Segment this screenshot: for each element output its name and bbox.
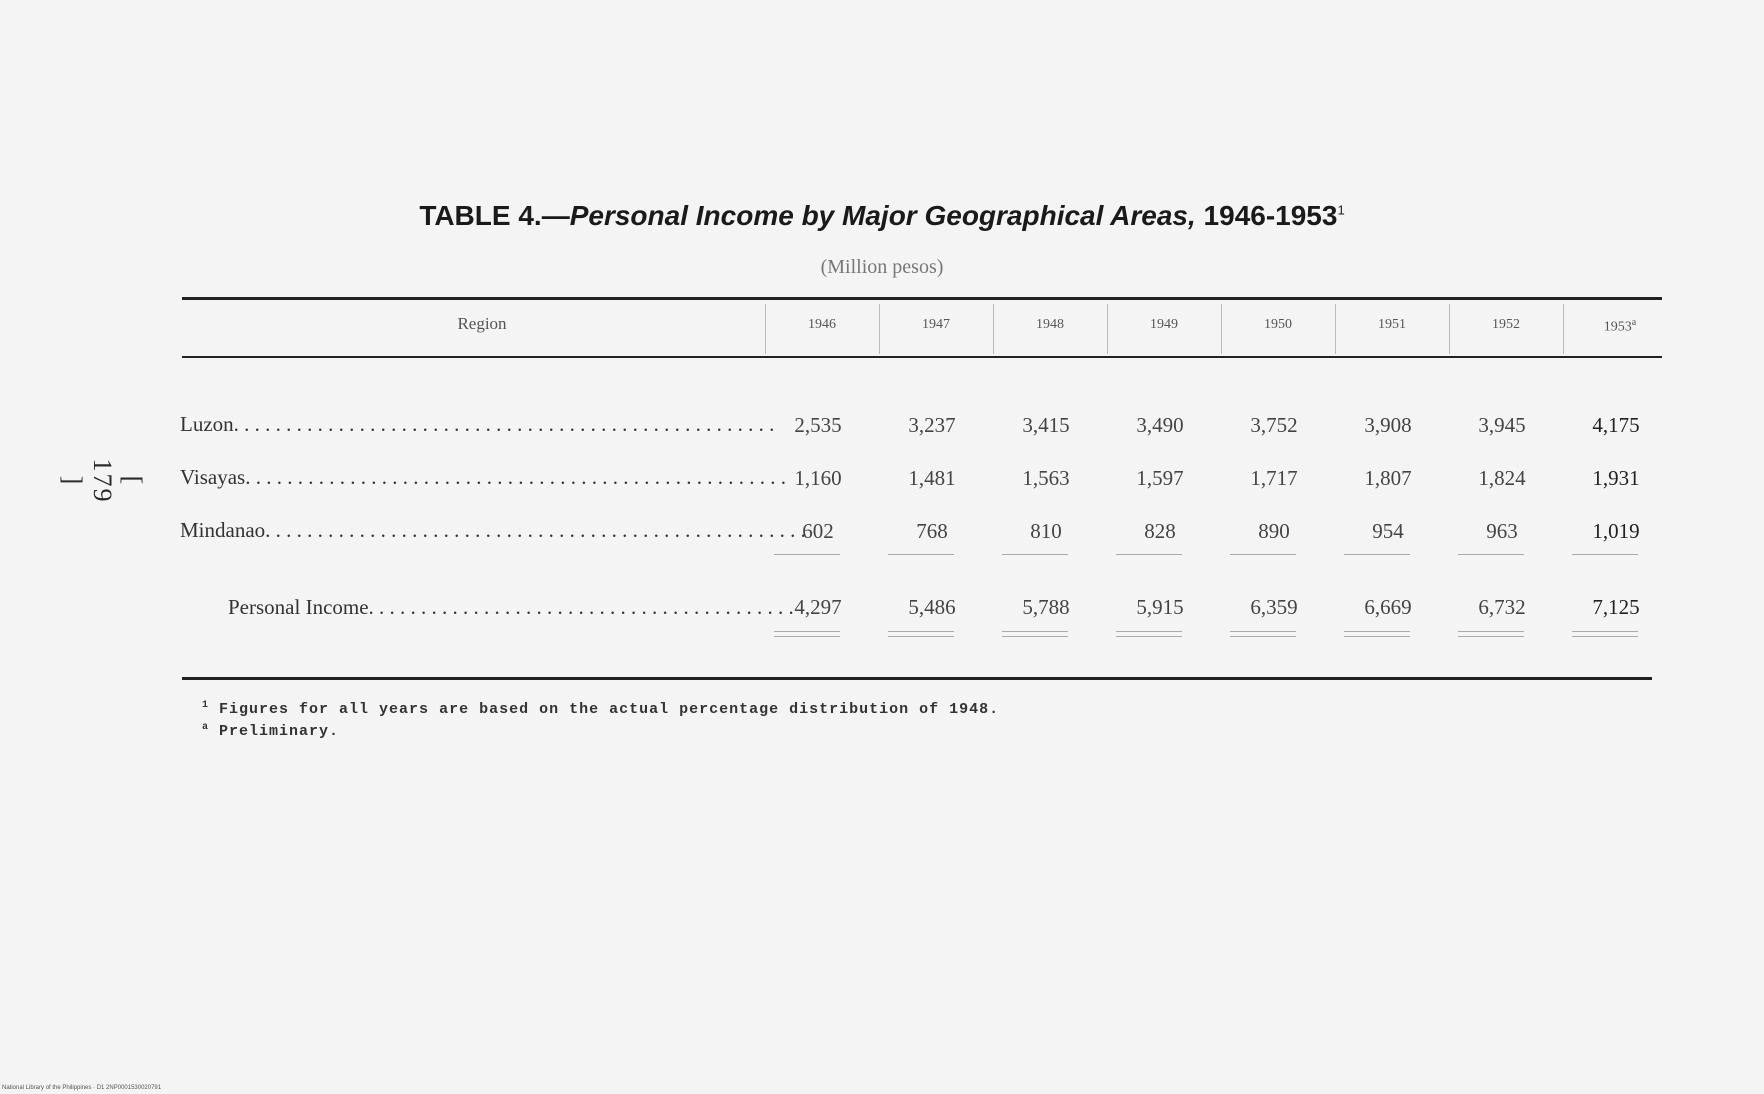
year-header-1953 xyxy=(1563,317,1677,336)
sum-underline xyxy=(888,554,954,555)
table-cell-total: 6,359 xyxy=(1250,595,1298,619)
table-subtitle: (Million pesos) xyxy=(820,256,944,278)
table-cell: 1,824 xyxy=(1478,466,1526,490)
table-cell: 810 xyxy=(1030,519,1062,543)
total-double-underline xyxy=(1002,631,1068,632)
table-cell: 828 xyxy=(1144,519,1176,543)
table-cell-total: 4,297 xyxy=(794,595,842,619)
total-double-underline xyxy=(1230,631,1296,632)
footnote-a xyxy=(202,722,339,740)
year-1953-text: 1953 xyxy=(1603,319,1632,335)
table-cell: 1,717 xyxy=(1250,466,1298,490)
table-bottom-rule xyxy=(182,677,1652,680)
table-cell: 954 xyxy=(1372,519,1404,543)
table-cell: 3,945 xyxy=(1478,413,1526,437)
row-name: Visayas xyxy=(180,465,246,489)
table-header-rule xyxy=(182,356,1662,358)
year-header-1951: 1951 xyxy=(1378,317,1406,332)
total-double-underline xyxy=(774,636,840,637)
table-cell-total: 5,915 xyxy=(1136,595,1184,619)
region-column-header: Region xyxy=(457,314,507,333)
sum-underline xyxy=(774,554,840,555)
year-header-1948: 1948 xyxy=(1036,317,1064,332)
year-header-1952: 1952 xyxy=(1492,317,1520,332)
table-cell-total: 5,788 xyxy=(1022,595,1070,619)
table-cell: 3,752 xyxy=(1250,413,1298,437)
year-header-1946: 1946 xyxy=(808,317,836,332)
leader-dots: . . . . . . . . . . . . . . . . . . . . . . . . . . . . . . . . . . . . . . . . . . . . . . . . . . . . xyxy=(265,518,806,542)
footnote-text: Preliminary. xyxy=(219,723,340,740)
table-cell: 1,019 xyxy=(1592,519,1640,543)
total-double-underline xyxy=(1230,636,1296,637)
year-header-1947: 1947 xyxy=(922,317,950,332)
table-cell: 1,807 xyxy=(1364,466,1412,490)
table-cell: 4,175 xyxy=(1592,413,1640,437)
scan-credit: National Library of the Philippines · D1 2NP0001530020791 xyxy=(2,1085,162,1091)
footnote-1 xyxy=(202,700,999,718)
leader-dots: . . . . . . . . . . . . . . . . . . . . . . . . . . . . . . . . . . . . . . . . . . . . . . . . . . . . xyxy=(245,465,786,489)
table-cell-total: 6,669 xyxy=(1364,595,1412,619)
table-cell: 602 xyxy=(802,519,834,543)
title-lead: TABLE 4. xyxy=(419,200,542,231)
table-cell: 963 xyxy=(1486,519,1518,543)
table-cell: 3,415 xyxy=(1022,413,1070,437)
table-cell: 3,490 xyxy=(1136,413,1184,437)
table-cell: 1,160 xyxy=(794,466,842,490)
leader-dots: . . . . . . . . . . . . . . . . . . . . . . . . . . . . . . . . . . . . . . . . . . . . . . . . . . . . xyxy=(233,412,775,436)
total-double-underline xyxy=(888,631,954,632)
table-cell: 2,535 xyxy=(794,413,842,437)
total-double-underline xyxy=(1116,631,1182,632)
total-double-underline xyxy=(1572,636,1638,637)
row-name: Mindanao xyxy=(180,518,266,542)
footnote-mark: a xyxy=(202,722,210,733)
table-row-label-mindanao xyxy=(180,518,806,543)
total-double-underline xyxy=(1116,636,1182,637)
sum-underline xyxy=(1458,554,1524,555)
total-double-underline xyxy=(1344,631,1410,632)
total-double-underline xyxy=(888,636,954,637)
total-double-underline xyxy=(1572,631,1638,632)
title-footnote-mark: 1 xyxy=(1337,202,1345,218)
table-cell-total: 5,486 xyxy=(908,595,956,619)
year-header-1949: 1949 xyxy=(1150,317,1178,332)
table-cell: 1,481 xyxy=(908,466,956,490)
footnote-text: Figures for all years are based on the actual percentage distribution of 1948. xyxy=(219,701,1000,718)
title-years: 1946-1953 xyxy=(1203,200,1338,231)
table-cell: 1,931 xyxy=(1592,466,1640,490)
total-double-underline xyxy=(1458,631,1524,632)
year-header-1950: 1950 xyxy=(1264,317,1292,332)
total-double-underline xyxy=(1002,636,1068,637)
table-row-label-luzon xyxy=(180,412,775,437)
table-top-rule xyxy=(182,297,1662,300)
year-1953-mark: a xyxy=(1631,317,1637,328)
table-title xyxy=(0,200,1764,232)
total-double-underline xyxy=(1458,636,1524,637)
table-cell: 1,597 xyxy=(1136,466,1184,490)
table-cell: 768 xyxy=(916,519,948,543)
table-cell: 1,563 xyxy=(1022,466,1070,490)
total-double-underline xyxy=(774,631,840,632)
table-row-label-total xyxy=(228,595,794,620)
row-name: Luzon xyxy=(180,412,234,436)
sum-underline xyxy=(1002,554,1068,555)
table-cell-total: 7,125 xyxy=(1592,595,1640,619)
leader-dots: . . . . . . . . . . . . . . . . . . . . . . . . . . . . . . . . . . . . . . . . . xyxy=(368,595,794,619)
table-cell: 3,237 xyxy=(908,413,956,437)
total-double-underline xyxy=(1344,636,1410,637)
sum-underline xyxy=(1230,554,1296,555)
title-italic: Personal Income by Major Geographical Areas, xyxy=(569,200,1196,231)
table-cell: 3,908 xyxy=(1364,413,1412,437)
sum-underline xyxy=(1344,554,1410,555)
sum-underline xyxy=(1116,554,1182,555)
sum-underline xyxy=(1572,554,1638,555)
table-cell-total: 6,732 xyxy=(1478,595,1526,619)
page-number: [ 179 ] xyxy=(58,458,147,504)
title-dash: — xyxy=(541,200,570,231)
footnote-mark: 1 xyxy=(202,700,210,711)
table-row-label-visayas xyxy=(180,465,786,490)
row-name: Personal Income xyxy=(228,595,369,619)
table-cell: 890 xyxy=(1258,519,1290,543)
